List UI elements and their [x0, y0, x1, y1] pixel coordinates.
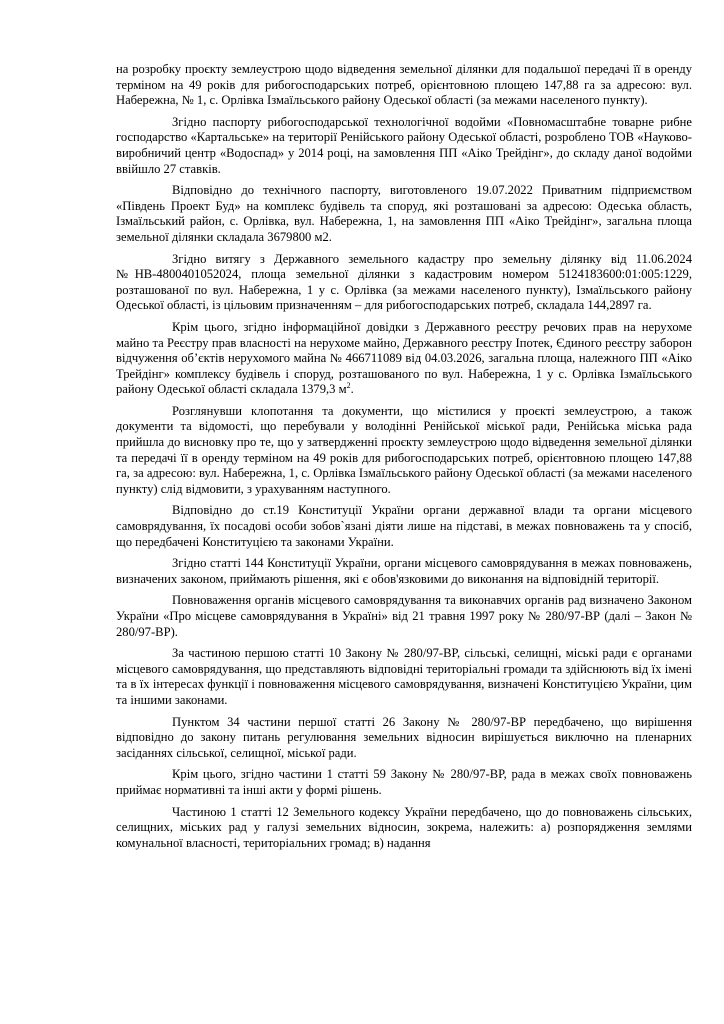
paragraph-5: [116, 320, 692, 398]
paragraph-5-text: Крім цього, згідно інформаційної довідки з Державного реєстру речових прав на нерухоме майно та Реєстру прав власності на нерухоме майно, Державного реєстру Іпотек, Єдиного реєстру заборон відчуження об’єктів нерухомого майна № 466711089 від 04.03.2026, загальна площа, належного ПП «Аіко Трейдінг» комплексу будівель і споруд, розташованого по вул. Набережна, 1 у с. Орлівка Ізмаїльського району Одеської області складала 1379,3 м: [116, 319, 692, 397]
paragraph-6: Розглянувши клопотання та документи, що містилися у проєкті землеустрою, а також документи та відомості, що перебували у володінні Ренійської міської ради, Ренійська міська рада прийшла до висновку про те, що у затвердженні проєкту землеустрою щодо відведення земельної ділянки та передачі її в оренду терміном на 49 років для рибогосподарських потреб, орієнтовною площею 147,88 га, за адресою: вул. Набережна, 1, с. Орлівка Ізмаїльського району Одеської області (за межами населеного пункту) слід відмовити, з урахуванням наступного.: [116, 403, 692, 496]
paragraph-8: Згідно статті 144 Конституції України, органи місцевого самоврядування в межах повноважень, визначених законом, приймають рішення, які є обов'язковими до виконання на відповідній території.: [116, 556, 692, 586]
paragraph-7: Відповідно до ст.19 Конституції України органи державної влади та органи місцевого самоврядування, їх посадові особи зобов`язані діяти лише на підставі, в межах повноважень та у спосіб, що передбачені Конституцією та законами України.: [116, 503, 692, 549]
paragraph-3: Відповідно до технічного паспорту, виготовленого 19.07.2022 Приватним підприємством «Південь Проект Буд» на комплекс будівель та споруд, які розташовані за адресою: Одеська область, Ізмаїльський район, с. Орлівка, вул. Набережна, 1, на замовлення ПП «Аіко Трейдінг», загальна площа земельної ділянки складала 3679800 м2.: [116, 183, 692, 244]
area-unit-superscript: 2: [346, 381, 351, 391]
paragraph-13: Частиною 1 статті 12 Земельного кодексу України передбачено, що до повноважень сільських, селищних, міських рад у галузі земельних відносин, зокрема, належить: а) розпорядження землями комунальної власності, територіальних громад; в) надання: [116, 804, 692, 850]
paragraph-12: Крім цього, згідно частини 1 статті 59 Закону № 280/97-ВР, рада в межах своїх повноважень приймає нормативні та інші акти у формі рішень.: [116, 767, 692, 797]
paragraph-11: Пунктом 34 частини першої статті 26 Закону № 280/97-ВР передбачено, що вирішення відповідно до закону питань регулювання земельних відносин вирішується виключно на пленарних засіданнях сільської, селищної, міської ради.: [116, 714, 692, 760]
paragraph-1: на розробку проєкту землеустрою щодо відведення земельної ділянки для подальшої передачі її в оренду терміном на 49 років для рибогосподарських потреб, орієнтовною площею 147,88 га за адресою: вул. Набережна, № 1, с. Орлівка Ізмаїльського району Одеської області (за межами населеного пункту).: [116, 62, 692, 108]
paragraph-4: Згідно витягу з Державного земельного кадастру про земельну ділянку від 11.06.2024 №НВ-4800401052024, площа земельної ділянки з кадастровим номером 5124183600:01:005:1229, розташованої по вул. Набережна, 1 у с. Орлівка (за межами населеного пункту), Ізмаїльського району Одеської області, із цільовим призначенням – для рибогосподарських потреб, складала 144,2897 га.: [116, 251, 692, 313]
paragraph-9: Повноваження органів місцевого самоврядування та виконавчих органів рад визначено Законом України «Про місцеве самоврядування в Україні» від 21 травня 1997 року № 280/97-ВР (далі – Закон № 280/97-ВР).: [116, 593, 692, 639]
paragraph-5-end: .: [350, 382, 354, 397]
paragraph-10: За частиною першою статті 10 Закону № 280/97-ВР, сільські, селищні, міські ради є органами місцевого самоврядування, що представляють відповідні територіальні громади та здійснюють від їх імені та в їх інтересах функції і повноваження місцевого самоврядування, визначені Конституцією України, цим та іншими законами.: [116, 646, 692, 707]
paragraph-2: Згідно паспорту рибогосподарської технологічної водойми «Повномасштабне товарне рибне господарство «Картальське» на території Ренійського району Одеської області, розроблено ТОВ «Науково-виробничий центр «Водоспад» у 2014 році, на замовлення ПП «Аіко Трейдінг», до складу даної водойми ввійшло 27 ставків.: [116, 114, 692, 176]
document-page: [116, 62, 692, 857]
